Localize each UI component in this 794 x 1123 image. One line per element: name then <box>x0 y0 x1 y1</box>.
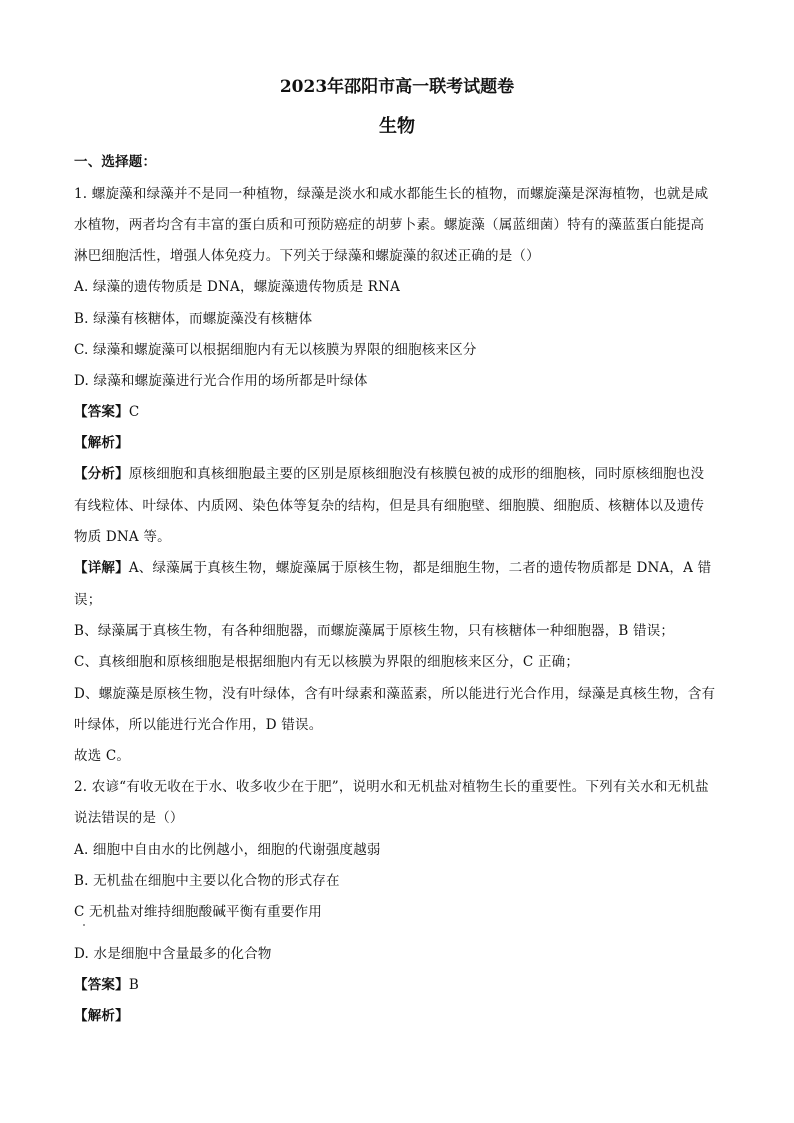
fenxi-text: 原核细胞和真核细胞最主要的区别是原核细胞没有核膜包被的成形的细胞核，同时原核细胞也没 <box>128 466 705 482</box>
q2-analysis-label: 【解析】 <box>74 1008 129 1024</box>
answer-label: 【答案】 <box>74 404 129 420</box>
q1-option-b: B. 绿藻有核糖体，而螺旋藻没有核糖体 <box>74 311 313 327</box>
scan-speck <box>83 924 85 926</box>
q1-xiangjie-line: B、绿藻属于真核生物，有各种细胞器，而螺旋藻属于原核生物，只有核糖体一种细胞器，B 错误； <box>74 623 675 639</box>
section-heading: 一、选择题： <box>74 154 157 170</box>
q1-fenxi-line: 有线粒体、叶绿体、内质网、染色体等复杂的结构，但是具有细胞壁、细胞膜、细胞质、核糖体以及遗传 <box>74 498 705 514</box>
q2-option-b: B. 无机盐在细胞中主要以化合物的形式存在 <box>74 873 340 889</box>
fenxi-label: 【分析】 <box>74 466 129 482</box>
q1-stem-line: 1. 螺旋藻和绿藻并不是同一种植物，绿藻是淡水和咸水都能生长的植物，而螺旋藻是深海植物，也就是咸 <box>74 186 709 202</box>
q1-answer <box>74 400 724 420</box>
q1-option-d: D. 绿藻和螺旋藻进行光合作用的场所都是叶绿体 <box>74 373 368 389</box>
q1-xiangjie-line: D、螺旋藻是原核生物，没有叶绿体，含有叶绿素和藻蓝素，所以能进行光合作用，绿藻是真核生物，含有 <box>74 686 716 702</box>
q1-stem-line: 淋巴细胞活性，增强人体免疫力。下列关于绿藻和螺旋藻的叙述正确的是（） <box>74 248 540 264</box>
q1-fenxi-line <box>74 462 724 482</box>
subject-title: 生物 <box>379 116 415 137</box>
q2-option-c: C 无机盐对维持细胞酸碱平衡有重要作用 <box>74 904 322 920</box>
q2-option-a: A. 细胞中自由水的比例越小，细胞的代谢强度越弱 <box>74 842 381 858</box>
q1-conclusion: 故选 C。 <box>74 748 131 764</box>
xiangjie-label: 【详解】 <box>74 560 129 576</box>
exam-title: 2023年邵阳市高一联考试题卷 <box>279 77 515 97</box>
q1-xiangjie-line <box>74 556 724 576</box>
xiangjie-text: A、绿藻属于真核生物，螺旋藻属于原核生物，都是细胞生物，二者的遗传物质都是 DNA，A 错 <box>128 560 712 576</box>
q2-answer <box>74 973 724 993</box>
answer-label: 【答案】 <box>74 977 129 993</box>
q2-stem-line: 2. 农谚“有收无收在于水、收多收少在于肥”，说明水和无机盐对植物生长的重要性。下列有关水和无机盐 <box>74 779 709 795</box>
q1-xiangjie-line: 叶绿体，所以能进行光合作用，D 错误。 <box>74 717 323 733</box>
q1-stem-line: 水植物，两者均含有丰富的蛋白质和可预防癌症的胡萝卜素。螺旋藻（属蓝细菌）特有的藻蓝蛋白能提高 <box>74 217 705 233</box>
q1-fenxi-line: 物质 DNA 等。 <box>74 529 171 545</box>
q1-option-a: A. 绿藻的遗传物质是 DNA，螺旋藻遗传物质是 RNA <box>74 279 401 295</box>
answer-value: B <box>128 977 139 993</box>
q1-option-c: C. 绿藻和螺旋藻可以根据细胞内有无以核膜为界限的细胞核来区分 <box>74 342 477 358</box>
answer-value: C <box>128 404 140 420</box>
q1-xiangjie-line: 误； <box>74 592 102 608</box>
q2-option-d: D. 水是细胞中含量最多的化合物 <box>74 946 272 962</box>
q1-analysis-label: 【解析】 <box>74 435 129 451</box>
q2-stem-line: 说法错误的是（） <box>74 810 184 826</box>
q1-xiangjie-line: C、真核细胞和原核细胞是根据细胞内有无以核膜为界限的细胞核来区分，C 正确； <box>74 654 580 670</box>
